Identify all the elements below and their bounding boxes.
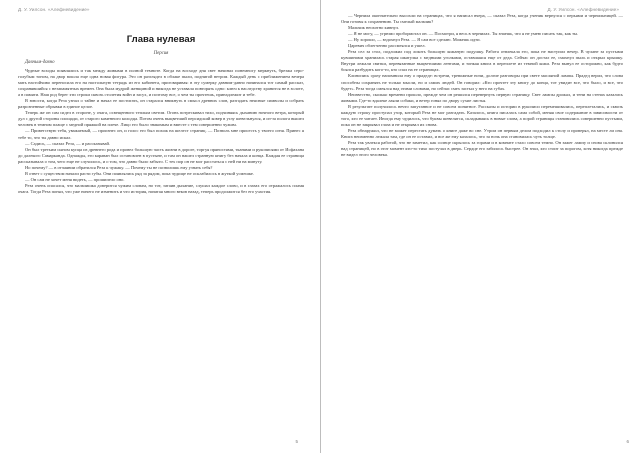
paragraph: Но почему? — в отчаянии обратился Реза к чужаку. — Почему ты не позволишь ему узнать себя? [25,164,213,170]
paragraph: Неизвестно, сколько времени прошло, прежде чем он решился перевернуть первую страницу. Свет лампы дрожал, и тени на стенах казались живыми. Где-то вдалеке лаяли собаки, и ветер гонял по двору сухие листья. [341,91,623,103]
paragraph: — Садись, — сказал Реза, — и рассказывай. [25,140,110,146]
paragraph: Клинопись сразу напомнила ему о прадеде: встречи, тревожные ночи, долгие разговоры при свете масляной лампы. Прадед верил, что слова способны сохранять не только мысли, но и самих людей. Он говорил: «Кто прочтет эту книгу до конца, тот увидит все, что было, и все, что будет». Реза тогда смеялся над этими словами, но сейчас смех застыл у него на губах. [341,73,623,91]
paragraph: В результате получилось нечто запутанное и не совсем понятное. Рассказы и истории в рукописи перемешивались, переплетались, и сквозь каждую строку проступал узор, который Реза не мог разгадать. Казалось, книга писалась сама собой, меняя свое содержание в зависимости от того, кто ее читает. Иногда ему чудилось, что буквы шевелятся, складываясь в новые слова, а порой страницы становились совершенно пустыми, пока он не закрывал глаза и не открывал их снова. [341,103,623,127]
paragraph: В юности, когда Реза узнал о тайне и начал ее постигать, он старался вникнуть в смысл древних слов, разгадать неясные символы и собрать разрозненные обрывки в единое целое. [18,98,304,110]
paragraph: Мальчик неохотно кивнул. [348,25,400,31]
paragraph: — Ну хорошо, — вздохнул Реза. — Я сам все сделаю. Можешь идти. [348,37,481,43]
paragraph: Теперь же он сам сидел в стороне, у очага, освещенного теплым светом. Огонь потрескивал тихо, подчиняясь дыханию ночного ветра, который дул с другой стороны площади, от старого каменного колодца. Потом очень выцветший персидский ковер в углу шевельнулся, и из-за полога вышел человек в темном плаще с медной пряжкой на плече. Лицо его было знакомым и вместе с тем совершенно чужим. [18,110,304,128]
paragraph: Реза сел за стол, подложил под локоть большую кожаную подушку. Работа отвлекала его, пока не наступил вечер. В чулане за пустыми кувшинами хранилась старая шкатулка с медными уголками, оставшаяся еще от деда. Сейчас он достал ее, смахнул пыль и открыл крышку. Внутри лежали свитки, перевязанные выцветшими лентами, и тонкая книга в переплете из темной кожи. Реза вынул ее осторожно, как будто боялся разбудить кого-то, кто спал на ее страницах. [341,49,623,73]
left-page-content [18,20,304,195]
paragraph: Царевич облегченно рассмеялся и ушел. [348,43,426,49]
running-head-right: Д. У. Уилсон. «Алефневидение» [547,7,619,12]
paragraph: Он был третьим сыном купца из древнего рода и провел большую часть жизни в дороге, торгуя пряностями, тканями и рукописями от Исфахана до далекого Самарканда. Однажды, его караван был остановлен в пустыне, и там он нашел странную книгу без начала и конца. Каждая ее страница рассказывала о том, чего еще не случилось, и о том, что давно было забыто. С тех пор он не мог расстаться с ней ни на минуту. [18,146,304,164]
chapter-title: Глава нулевая [126,34,196,45]
paragraph: Реза так увлекся работой, что не заметил, как солнце скрылось за горами и в комнате стало совсем темно. Он зажег лампу и снова склонился над страницей, но в этот момент кто-то тихо постучал в дверь. Сердце его забилось быстрее. Он знал, кто стоит за порогом, хотя никогда прежде не видел этого человека. [341,139,623,158]
chapter-subtitle: Персия [153,51,169,56]
time-marker: Давным-давно [25,60,55,65]
right-page [321,0,641,453]
page-number-left: 5 [295,439,298,444]
paragraph: Реза очень опасался, что мальчишка доверится чужим словам, но тот, затаив дыхание, слушал каждое слово, и в глазах его отражалось пламя очага. Тогда Реза понял, что уже ничего не изменить и что история, начатая много веков назад, теперь продолжится без его участия. [18,182,304,194]
paragraph: Чудные всходы появлялись и так между живыми в полной темноте. Когда на восходе дня свет начинал понемногу меркнуть, брезжа серо-голубым тоном, на двор вошла еще одна новая фигура. Это он разглядел в облаке пыли, поднятой ветром. Каждый день с приближением вечера мать настойчиво переносила его на настольную тетрадь из его кабинета, приговаривая: в эту сумерку давним-давно начинался тот самый рассказ, сохранявшийся с незапамятных времен. Она была мудрой женщиной и никогда не уставала повторять одно: ключ к наследству хранится не в золоте, а в памяти. Наш род берег эти строки сквозь столетия войн и засух, и поэтому все, о чем ты прочтешь, принадлежит и тебе. [18,68,304,98]
paragraph: — Он сам не хочет меня видеть, — прошипело оно. [25,176,125,182]
paragraph: — Приветствую тебя, уважаемый, — произнес он, и голос его был похож на шелест страниц. — Позволь мне присесть у твоего огня. Принес я тебе то, что ты давно искал. [18,128,304,140]
paragraph: В ответ с существом начали расти губы. Они появлялись ряд за рядом, пока чудище не осклабилось в жуткой усмешке. [25,170,255,176]
page-number-right: 6 [626,439,629,444]
paragraph: — Чернила окончательно высохли на страницах, что я написал вчера, — сказал Реза, когда ученик вернулся с перьями и чернильницей. — Они готовы к сохранению. Ты смелый мальчик? [341,13,623,25]
left-page [0,0,320,453]
right-page-content [341,13,623,158]
paragraph: — Я не могу, — угрюмо пробормотал он. — Посмотри, я весь в чернилах. Ты знаешь, что я не умею писать так, как ты. [348,31,579,37]
running-head-left: Д. У. Уилсон. «Алефневидение» [18,7,90,12]
paragraph: Реза обнаружил, что не может перестать думать о книге даже во сне. Утром он первым делом подходил к столу и проверял, на месте ли она. Книга неизменно лежала там, где он ее оставил, и все же ему казалось, что за ночь она становилась чуть толще. [341,127,623,139]
